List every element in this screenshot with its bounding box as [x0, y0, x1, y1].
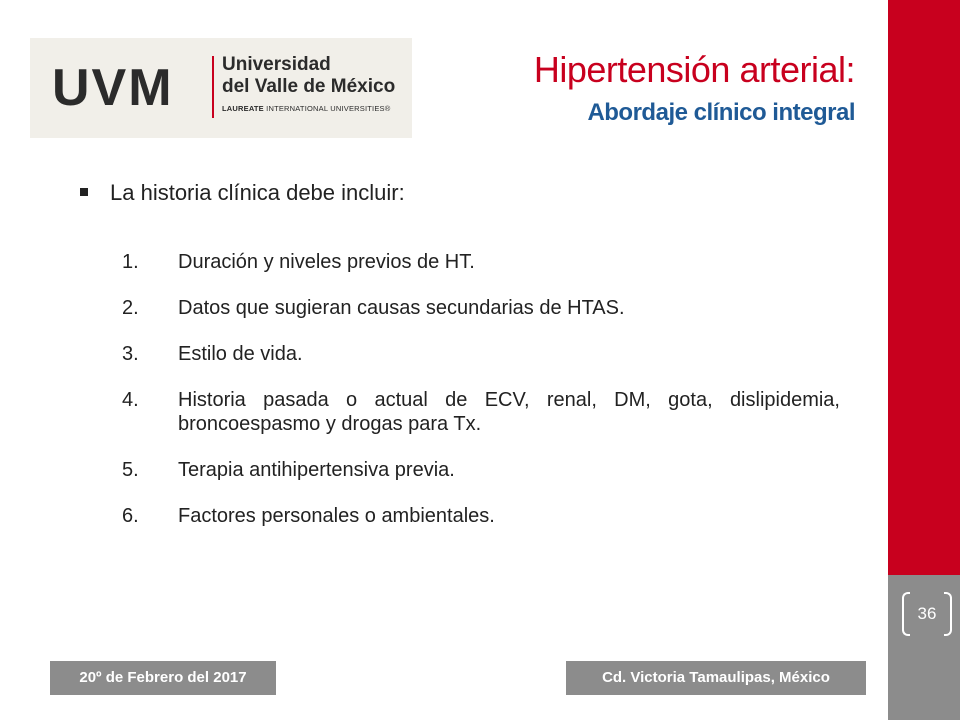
history-items-list: [122, 250, 840, 550]
list-item-number: 6.: [122, 505, 139, 527]
list-item-text: Terapia antihipertensiva previa.: [178, 459, 455, 481]
list-item-text: Historia pasada o actual de ECV, renal, DM, gota, dislipidemia, broncoespasmo y drogas para Tx.: [178, 389, 840, 435]
list-item: [122, 504, 840, 528]
main-bullet-text: La historia clínica debe incluir:: [110, 180, 405, 205]
logo-tagline: [222, 104, 390, 113]
list-item-number: 2.: [122, 297, 139, 319]
list-item: [122, 250, 840, 274]
list-item: [122, 296, 840, 320]
logo-university-line2: del Valle de México: [222, 76, 396, 97]
logo-divider: [212, 56, 214, 118]
uvm-logo: [30, 38, 412, 138]
list-item: [122, 458, 840, 482]
list-item-text: Estilo de vida.: [178, 343, 303, 365]
side-accent-bar: [888, 0, 960, 575]
list-item-number: 5.: [122, 459, 139, 481]
main-bullet: [80, 180, 840, 206]
list-item-number: 4.: [122, 389, 139, 411]
logo-tagline-bold: LAUREATE: [222, 104, 264, 113]
footer-location: Cd. Victoria Tamaulipas, México: [566, 661, 866, 695]
list-item-text: Duración y niveles previos de HT.: [178, 251, 475, 273]
page-number-box: [902, 592, 952, 636]
slide-title: Hipertensión arterial:: [533, 49, 855, 90]
page-number: 36: [917, 604, 937, 623]
logo-university-line1: Universidad: [222, 54, 331, 75]
slide-subtitle: Abordaje clínico integral: [587, 99, 855, 126]
list-item: [122, 342, 840, 366]
square-bullet-icon: [80, 188, 88, 196]
logo-tagline-rest: INTERNATIONAL UNIVERSITIES®: [263, 104, 391, 113]
footer-date: 20º de Febrero del 2017: [50, 661, 276, 695]
list-item-text: Factores personales o ambientales.: [178, 505, 495, 527]
logo-mark: UVM: [52, 59, 174, 117]
list-item: [122, 388, 840, 436]
list-item-number: 3.: [122, 343, 139, 365]
list-item-text: Datos que sugieran causas secundarias de HTAS.: [178, 297, 625, 319]
list-item-number: 1.: [122, 251, 139, 273]
